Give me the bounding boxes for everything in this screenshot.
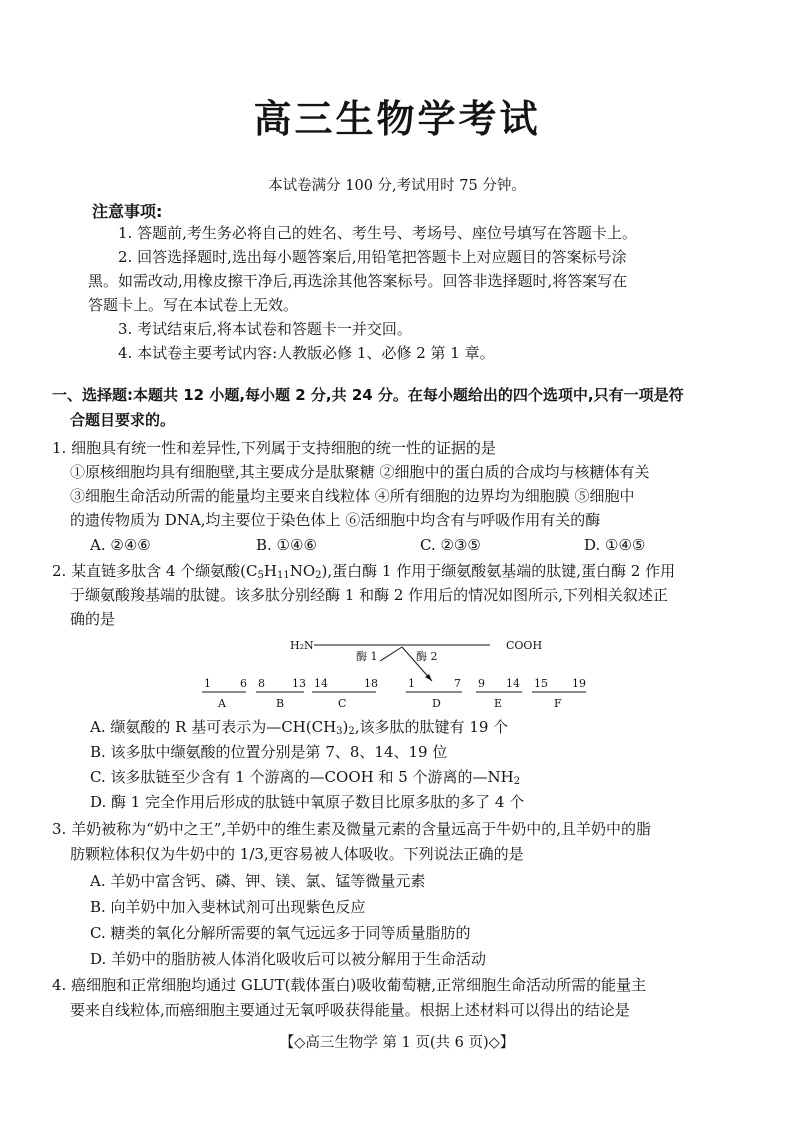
fragment-c bbox=[312, 677, 378, 710]
fragment-c-label: C bbox=[338, 697, 347, 710]
q1-option-d: D. ①④⑤ bbox=[584, 536, 646, 554]
q1-line-4: 的遗传物质为 DNA,均主要位于染色体上 ⑥活细胞中均含有与呼吸作用有关的酶 bbox=[70, 511, 601, 529]
fragment-a-label: A bbox=[218, 697, 226, 710]
q2-formula-sub-2: 11 bbox=[276, 570, 290, 581]
q2-option-a-a: A. 缬氨酸的 R 基可表示为—CH(CH bbox=[90, 718, 337, 736]
fragment-f bbox=[532, 677, 586, 710]
q2-formula-sub-1: 5 bbox=[257, 570, 264, 581]
fragment-d-start: 1 bbox=[408, 677, 415, 690]
fragment-f-label: F bbox=[554, 697, 562, 710]
q3-option-a: A. 羊奶中富含钙、磷、钾、镁、氯、锰等微量元素 bbox=[90, 872, 426, 890]
fragment-e-start: 9 bbox=[478, 677, 485, 690]
diagram-enzyme2-label: 酶 2 bbox=[416, 650, 438, 663]
fragment-e bbox=[476, 677, 522, 710]
q2-line-1-b: H bbox=[263, 562, 277, 580]
q2-option-c bbox=[90, 766, 520, 793]
notice-item-2-line-3: 答题卡上。写在本试卷上无效。 bbox=[88, 296, 299, 314]
exam-info: 本试卷满分 100 分,考试用时 75 分钟。 bbox=[268, 178, 526, 194]
q2-option-c-sub: 2 bbox=[513, 776, 521, 787]
fragment-a bbox=[202, 677, 247, 710]
fragment-b-end: 13 bbox=[292, 677, 306, 690]
fragment-a-start: 1 bbox=[204, 677, 211, 690]
q1-stem: 1. 细胞具有统一性和差异性,下列属于支持细胞的统一性的证据的是 bbox=[52, 439, 496, 457]
q2-option-c-text: C. 该多肽链至少含有 1 个游离的—COOH 和 5 个游离的—NH bbox=[90, 768, 514, 786]
fragment-a-end: 6 bbox=[240, 677, 247, 690]
q3-option-c: C. 糖类的氧化分解所需要的氧气远远多于同等质量脂肪的 bbox=[90, 924, 471, 942]
notice-item-2-line-2: 黑。如需改动,用橡皮擦干净后,再选涂其他答案标号。回答非选择题时,将答案写在 bbox=[88, 272, 628, 290]
fragment-b-label: B bbox=[276, 697, 285, 710]
q1-option-a: A. ②④⑥ bbox=[90, 536, 151, 554]
fragment-e-end: 14 bbox=[506, 677, 520, 690]
diagram-h2n-label: H₂N bbox=[290, 639, 314, 652]
notice-heading: 注意事项: bbox=[92, 202, 163, 221]
fragment-b bbox=[256, 677, 306, 710]
notice-item-4: 4. 本试卷主要考试内容:人教版必修 1、必修 2 第 1 章。 bbox=[118, 344, 495, 362]
notice-item-3: 3. 考试结束后,将本试卷和答题卡一并交回。 bbox=[118, 320, 412, 338]
notice-item-1: 1. 答题前,考生务必将自己的姓名、考生号、考场号、座位号填写在答题卡上。 bbox=[118, 224, 637, 242]
fragment-b-start: 8 bbox=[258, 677, 265, 690]
q2-option-a bbox=[90, 716, 508, 743]
q2-option-a-sub-1: 3 bbox=[336, 726, 343, 737]
fragment-e-label: E bbox=[494, 697, 503, 710]
q3-line-1: 3. 羊奶被称为“奶中之王”,羊奶中的维生素及微量元素的含量远高于牛奶中的,且羊奶中的脂 bbox=[52, 820, 651, 838]
fragment-d-label: D bbox=[432, 697, 441, 710]
q2-line-1-c: NO bbox=[289, 562, 316, 580]
diagram-enzyme1-label: 酶 1 bbox=[356, 650, 378, 663]
diagram-cooh-label: COOH bbox=[506, 639, 543, 652]
q4-line-2: 要来自线粒体,而癌细胞主要通过无氧呼吸获得能量。根据上述材料可以得出的结论是 bbox=[70, 1001, 630, 1019]
q1-option-b: B. ①④⑥ bbox=[256, 536, 317, 554]
page-footer: 【◇高三生物学 第 1 页(共 6 页)◇】 bbox=[279, 1035, 515, 1051]
q2-option-a-b: ) bbox=[342, 718, 349, 736]
q2-line-1 bbox=[52, 560, 675, 587]
section-heading-line-2: 合题目要求的。 bbox=[70, 411, 176, 429]
q2-option-a-sub-2: 2 bbox=[348, 726, 355, 737]
page-title: 高三生物学考试 bbox=[253, 97, 541, 141]
fragment-d-end: 7 bbox=[454, 677, 461, 690]
q3-line-2: 肪颗粒体积仅为牛奶中的 1/3,更容易被人体吸收。下列说法正确的是 bbox=[70, 845, 524, 863]
q2-line-1-a: 2. 某直链多肽含 4 个缬氨酸(C bbox=[52, 562, 258, 580]
diagram-enzyme1-arrow bbox=[380, 647, 402, 661]
fragment-c-end: 18 bbox=[364, 677, 378, 690]
q2-option-b: B. 该多肽中缬氨酸的位置分别是第 7、8、14、19 位 bbox=[90, 743, 448, 761]
q1-line-2: ①原核细胞均具有细胞壁,其主要成分是肽聚糖 ②细胞中的蛋白质的合成均与核糖体有关 bbox=[70, 463, 650, 481]
notice-item-2-line-1: 2. 回答选择题时,选出每小题答案后,用铅笔把答题卡上对应题目的答案标号涂 bbox=[118, 248, 627, 266]
fragment-c-start: 14 bbox=[314, 677, 328, 690]
diagram-arrowhead-icon bbox=[425, 674, 432, 681]
q1-option-c: C. ②③⑤ bbox=[420, 536, 481, 554]
fragment-d bbox=[406, 677, 462, 710]
peptide-diagram bbox=[204, 635, 600, 715]
q3-option-d: D. 羊奶中的脂肪被人体消化吸收后可以被分解用于生命活动 bbox=[90, 950, 487, 968]
section-heading-line-1: 一、选择题:本题共 12 小题,每小题 2 分,共 24 分。在每小题给出的四个选项中,只有一项是符 bbox=[52, 386, 684, 404]
q1-line-3: ③细胞生命活动所需的能量均主要来自线粒体 ④所有细胞的边界均为细胞膜 ⑤细胞中 bbox=[70, 487, 635, 505]
fragment-f-end: 19 bbox=[572, 677, 586, 690]
q2-option-a-c: ,该多肽的肽键有 19 个 bbox=[354, 718, 509, 736]
q2-line-3: 确的是 bbox=[70, 610, 116, 628]
q2-line-2: 于缬氨酸羧基端的肽键。该多肽分别经酶 1 和酶 2 作用后的情况如图所示,下列相关叙述正 bbox=[70, 586, 668, 604]
q2-line-1-d: ),蛋白酶 1 作用于缬氨酸氨基端的肽键,蛋白酶 2 作用 bbox=[321, 562, 676, 580]
q2-option-d: D. 酶 1 完全作用后形成的肽链中氧原子数目比原多肽的多了 4 个 bbox=[90, 793, 525, 811]
q2-formula-sub-3: 2 bbox=[315, 570, 322, 581]
fragment-f-start: 15 bbox=[534, 677, 548, 690]
q4-line-1: 4. 癌细胞和正常细胞均通过 GLUT(载体蛋白)吸收葡萄糖,正常细胞生命活动所需的能量主 bbox=[52, 976, 647, 994]
q3-option-b: B. 向羊奶中加入斐林试剂可出现紫色反应 bbox=[90, 898, 366, 916]
